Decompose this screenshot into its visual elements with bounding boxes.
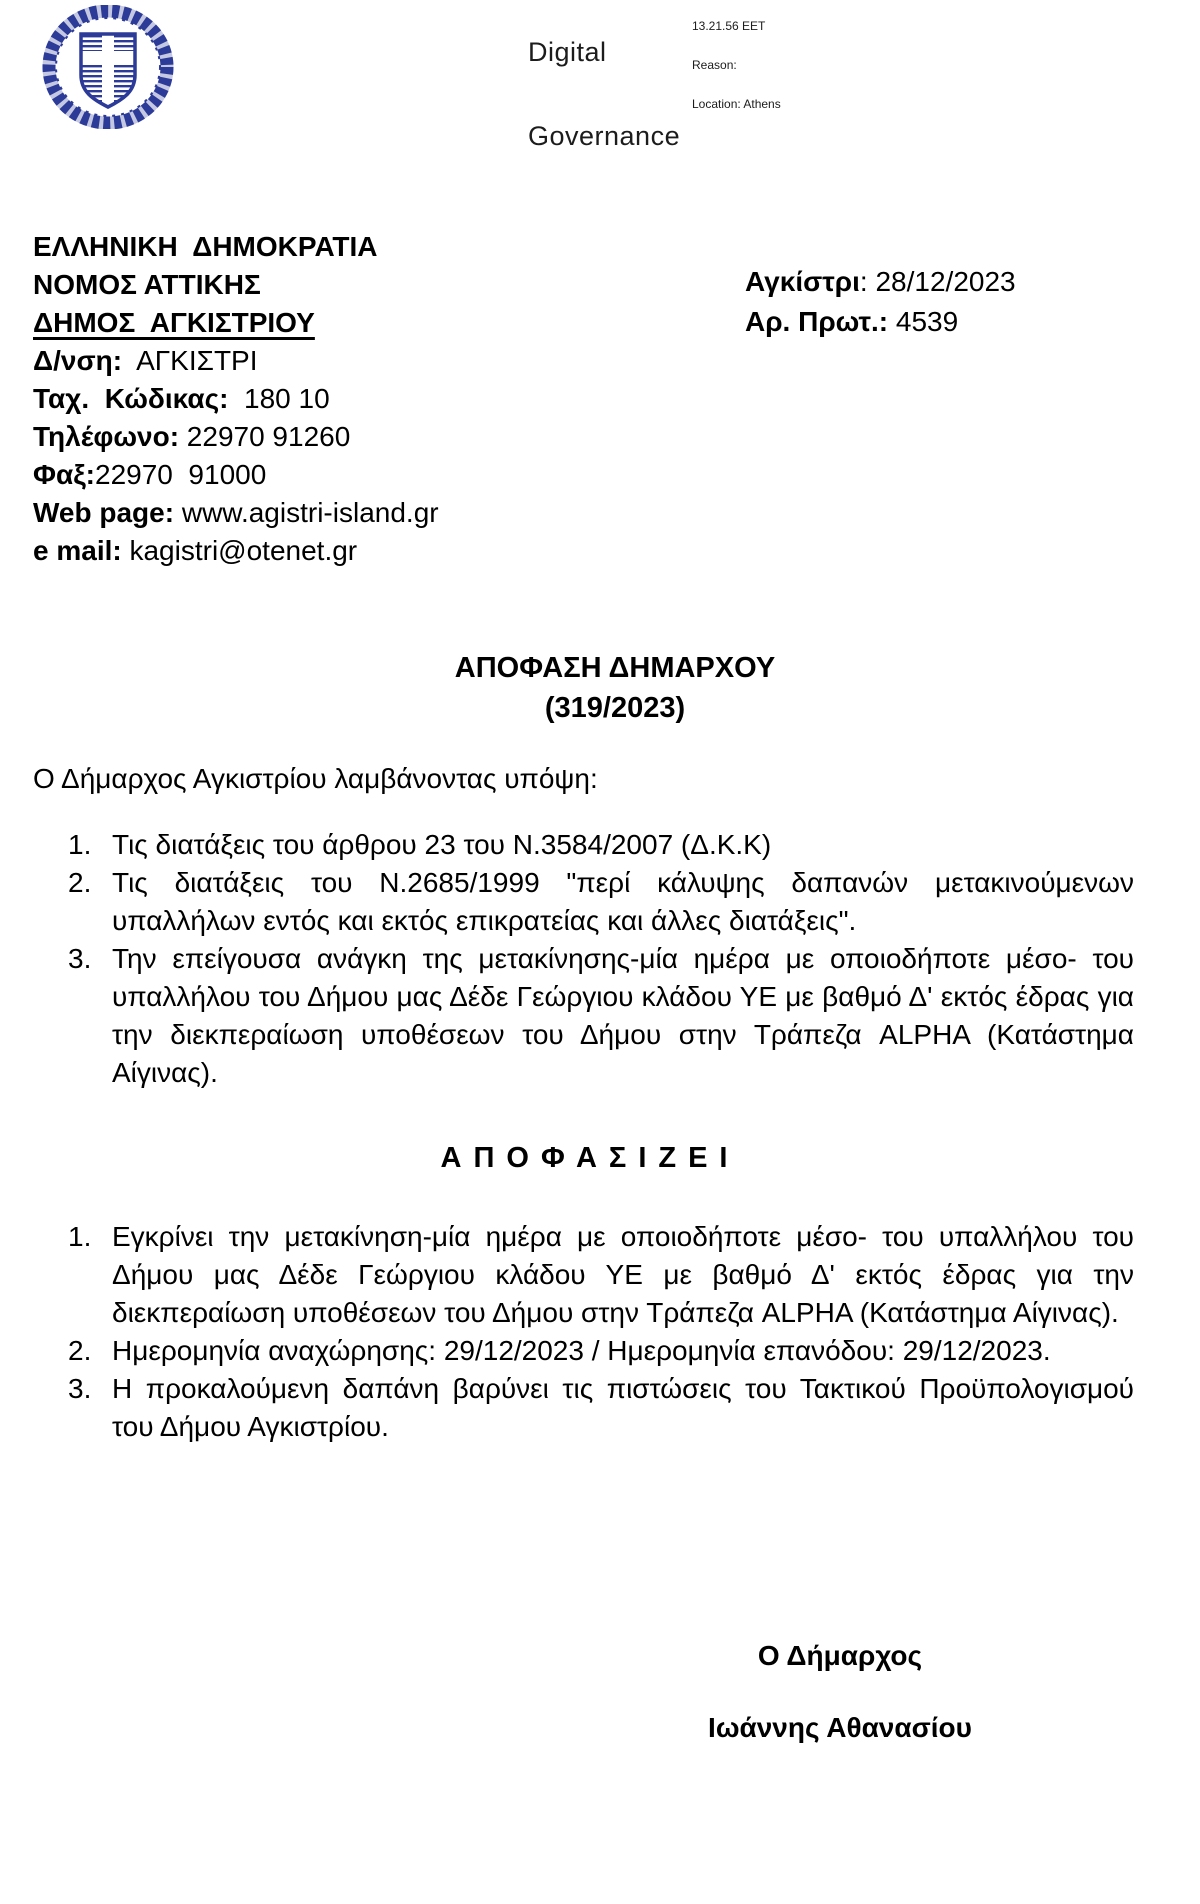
stamp-reason: Reason:	[692, 58, 737, 72]
signatory-title: Ο Δήμαρχος	[757, 1640, 923, 1671]
decision-heading: ΑΠΟΦΑΣΙΖΕΙ	[440, 1142, 740, 1174]
item-text: Την επείγουσα ανάγκη της μετακίνησης-μία ημέρα με οποιοδήποτε μέσο- του υπαλλήλου του Δήμου μας Δέδε Γεώργιου κλάδου ΥΕ με βαθμό Δ' εκτός έδρας για την διεκπεραίωση υποθέσεων του Δήμου στην Τράπεζα ALPHA (Κατάστημα Αίγινας).	[112, 943, 1134, 1088]
decision-item	[68, 1370, 1134, 1446]
letterhead	[33, 228, 439, 570]
document-reference	[745, 262, 1016, 342]
letterhead-phone: Τηλέφωνο: 22970 91260	[33, 421, 351, 452]
item-text: Τις διατάξεις του Ν.2685/1999 "περί κάλυψης δαπανών μετακινούμενων υπαλλήλων εντός και εκτός επικρατείας και άλλες διατάξεις".	[112, 867, 1134, 936]
item-text: Τις διατάξεις του άρθρου 23 του Ν.3584/2007 (Δ.Κ.Κ)	[112, 829, 772, 860]
stamp-word-governance: Governance	[528, 121, 681, 151]
digital-signature-stamp	[528, 0, 680, 206]
item-text: Εγκρίνει την μετακίνηση-μία ημέρα με οποιοδήποτε μέσο- του υπαλλήλου του Δήμου μας Δέδε Γεώργιου κλάδου ΥΕ με βαθμό Δ' εκτός έδρας για την διεκπεραίωση υποθέσεων του Δήμου στην Τράπεζα ALPHA (Κατάστημα Αίγινας).	[112, 1221, 1134, 1328]
document-title-line2: (319/2023)	[544, 692, 686, 724]
letterhead-webpage: Web page: www.agistri-island.gr	[33, 497, 439, 528]
stamp-word-digital: Digital	[528, 37, 607, 67]
letterhead-republic: ΕΛΛΗΝΙΚΗ ΔΗΜΟΚΡΑΤΙΑ	[33, 231, 378, 262]
intro-line: Ο Δήμαρχος Αγκιστρίου λαμβάνοντας υπόψη:	[33, 763, 598, 794]
consideration-item	[68, 864, 1134, 940]
greek-national-emblem-icon	[42, 5, 174, 129]
letterhead-fax: Φαξ:22970 91000	[33, 459, 267, 490]
signatory-name: Ιωάννης Αθανασίου	[708, 1712, 972, 1743]
document-title	[30, 648, 1200, 728]
consideration-item	[68, 826, 1134, 864]
letterhead-prefecture: ΝΟΜΟΣ ΑΤΤΙΚΗΣ	[33, 269, 261, 300]
letterhead-email: e mail: kagistri@otenet.gr	[33, 535, 358, 566]
decision-item	[68, 1218, 1134, 1332]
item-number: 3.	[68, 1373, 92, 1404]
item-text: Ημερομηνία αναχώρησης: 29/12/2023 / Ημερομηνία επανόδου: 29/12/2023.	[112, 1335, 1051, 1366]
letterhead-municipality: ΔΗΜΟΣ ΑΓΚΙΣΤΡΙΟΥ	[33, 307, 315, 338]
item-number: 3.	[68, 943, 92, 974]
considerations-list	[68, 826, 1134, 1092]
item-number: 2.	[68, 1335, 92, 1366]
protocol-number: Αρ. Πρωτ.: 4539	[745, 306, 959, 337]
digital-signature-details	[692, 0, 781, 137]
letterhead-address: Δ/νση: ΑΓΚΙΣΤΡΙ	[33, 345, 258, 376]
letterhead-postal-code: Ταχ. Κώδικας: 180 10	[33, 383, 330, 414]
item-number: 2.	[68, 867, 92, 898]
stamp-time: 13.21.56 EET	[692, 19, 766, 33]
document-date: Αγκίστρι: 28/12/2023	[745, 266, 1016, 297]
item-number: 1.	[68, 829, 92, 860]
stamp-location: Location: Athens	[692, 97, 781, 111]
decisions-list	[68, 1218, 1134, 1446]
item-text: Η προκαλούμενη δαπάνη βαρύνει τις πιστώσεις του Τακτικού Προϋπολογισμού του Δήμου Αγκιστρίου.	[112, 1373, 1134, 1442]
consideration-item	[68, 940, 1134, 1092]
document-title-line1: ΑΠΟΦΑΣΗ ΔΗΜΑΡΧΟΥ	[454, 652, 776, 684]
item-number: 1.	[68, 1221, 92, 1252]
decision-item	[68, 1332, 1134, 1370]
